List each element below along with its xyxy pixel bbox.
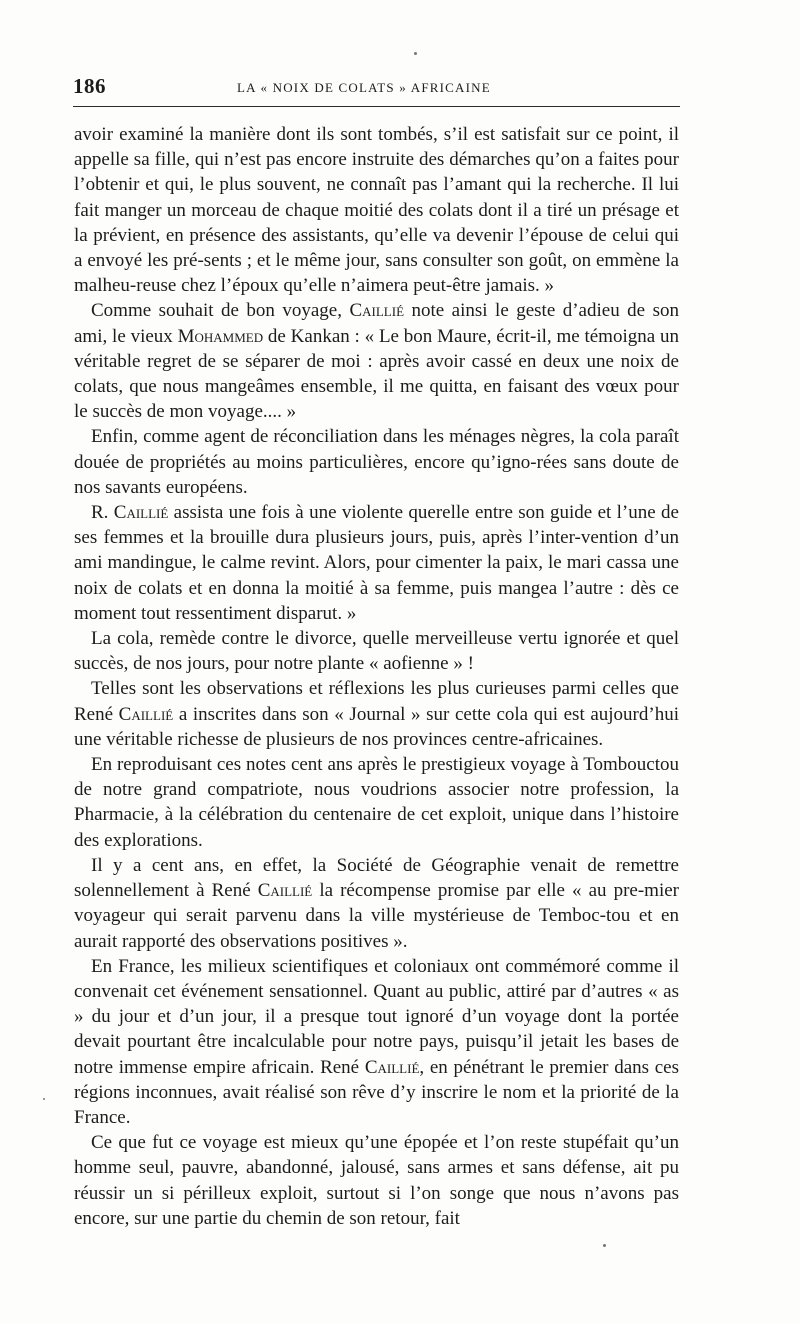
header-rule <box>73 106 680 107</box>
text-run: , en pénétrant le premier dans ces régions inconnues, avait réalisé son rêve d’y inscrire le nom et la priorité de la France. <box>74 1056 680 1128</box>
text-run: avoir examiné la manière dont ils sont tombés, s’il est satisfait sur ce point, il appelle sa fille, qui n’est pas encore instruite des démarches qu’on a faites pour l’obtenir et qui, le plus souvent, ne connaît pas l’amant qui la recherche. Il lui fait manger un morceau de chaque moitié des colats dont il a tiré un présage et la prévient, en présence des assistants, qu’elle va devenir l’épouse de celui qui a envoyé les pré-sents ; et le même jour, sans consulter son goût, on emmène la malheu-reuse chez l’époux qu’elle n’aimera peut-être jamais. » <box>74 124 679 297</box>
text-run: La cola, remède contre le divorce, quelle merveilleuse vertu ignorée et quel succès, de nos jours, pour notre plante « aofienne » ! <box>74 628 679 675</box>
scan-speck <box>603 1244 606 1247</box>
name-small-caps: Caillié <box>118 703 174 725</box>
paragraph-p4 <box>74 500 679 626</box>
text-run: En France, les milieux scientifiques et coloniaux ont commémoré comme il convenait cet événement sensationnel. Quant au public, attiré par d’autres « as » du jour et d’un jour, il a presque tout ignoré d’un voyage dont la portée devait pourtant être incalculable pour notre pays, puisqu’il jetait les bases de notre immense empire africain. René <box>74 955 679 1078</box>
paragraph-p6 <box>74 676 679 752</box>
page-number: 186 <box>73 74 106 98</box>
running-title: LA « NOIX DE COLATS » AFRICAINE <box>237 80 491 95</box>
name-small-caps: Mohammed <box>177 325 264 347</box>
text-run: Comme souhait de bon voyage, <box>91 300 350 322</box>
text-run: la récompense promise par elle « au pre-mier voyageur qui serait parvenu dans la ville mystérieuse de Temboc-tou et en aurait rapporté des observations positives ». <box>74 880 679 952</box>
text-run: de Kankan : « Le bon Maure, écrit-il, me témoigna un véritable regret de se séparer de moi : après avoir cassé en deux une noix de colats, que nous mangeâmes ensemble, il me quitta, en faisant des vœux pour le succès de mon voyage.... » <box>74 325 679 423</box>
text-run: note ainsi le geste d’adieu de son ami, le vieux <box>74 300 679 347</box>
name-small-caps: Caillié <box>113 502 169 524</box>
paragraph-p3 <box>74 424 679 500</box>
scan-speck <box>414 52 417 55</box>
paragraph-p10 <box>74 1130 679 1231</box>
paragraph-p9 <box>74 954 679 1130</box>
text-run: a inscrites dans son « Journal » sur cette cola qui est aujourd’hui une véritable richesse de plusieurs de nos provinces centre-africaines. <box>74 703 679 750</box>
text-run: assista une fois à une violente querelle entre son guide et l’une de ses femmes et la brouille dura plusieurs jours, puis, après l’inter-vention d’un ami mandingue, le calme revint. Alors, pour cimenter la paix, le mari cassa une noix de colats et en donna la moitié à sa femme, puis mangea l’autre : dès ce moment tout ressentiment disparut. » <box>74 502 679 624</box>
text-run: R. <box>91 502 114 524</box>
paragraph-p2 <box>74 298 679 424</box>
paragraph-p5 <box>74 626 679 676</box>
page-header <box>73 74 680 104</box>
name-small-caps: Caillié <box>349 300 405 322</box>
paragraph-p7 <box>74 752 679 853</box>
scan-speck <box>43 1098 45 1100</box>
text-run: Il y a cent ans, en effet, la Société de Géographie venait de remettre solennellement à René <box>74 854 679 902</box>
paragraph-p1 <box>74 122 679 298</box>
body-text <box>74 122 679 1231</box>
text-run: Ce que fut ce voyage est mieux qu’une épopée et l’on reste stupéfait qu’un homme seul, pauvre, abandonné, jalousé, sans armes et sans défense, ait pu réussir un si périlleux exploit, surtout si l’on songe que nous n’avons pas encore, sur une partie du chemin de son retour, fait <box>74 1132 679 1229</box>
name-small-caps: Caillié <box>364 1056 420 1078</box>
paragraph-p8 <box>74 853 679 954</box>
text-run: Enfin, comme agent de réconciliation dans les ménages nègres, la cola paraît douée de propriétés au moins particulières, encore qu’igno-rées sans doute de nos savants européens. <box>74 426 679 498</box>
name-small-caps: Caillié <box>257 880 313 902</box>
text-run: En reproduisant ces notes cent ans après le prestigieux voyage à Tombouctou de notre grand compatriote, nous voudrions associer notre profession, la Pharmacie, à la célébration du centenaire de cet exploit, unique dans l’histoire des explorations. <box>74 754 679 851</box>
text-run: Telles sont les observations et réflexions les plus curieuses parmi celles que René <box>74 678 679 725</box>
